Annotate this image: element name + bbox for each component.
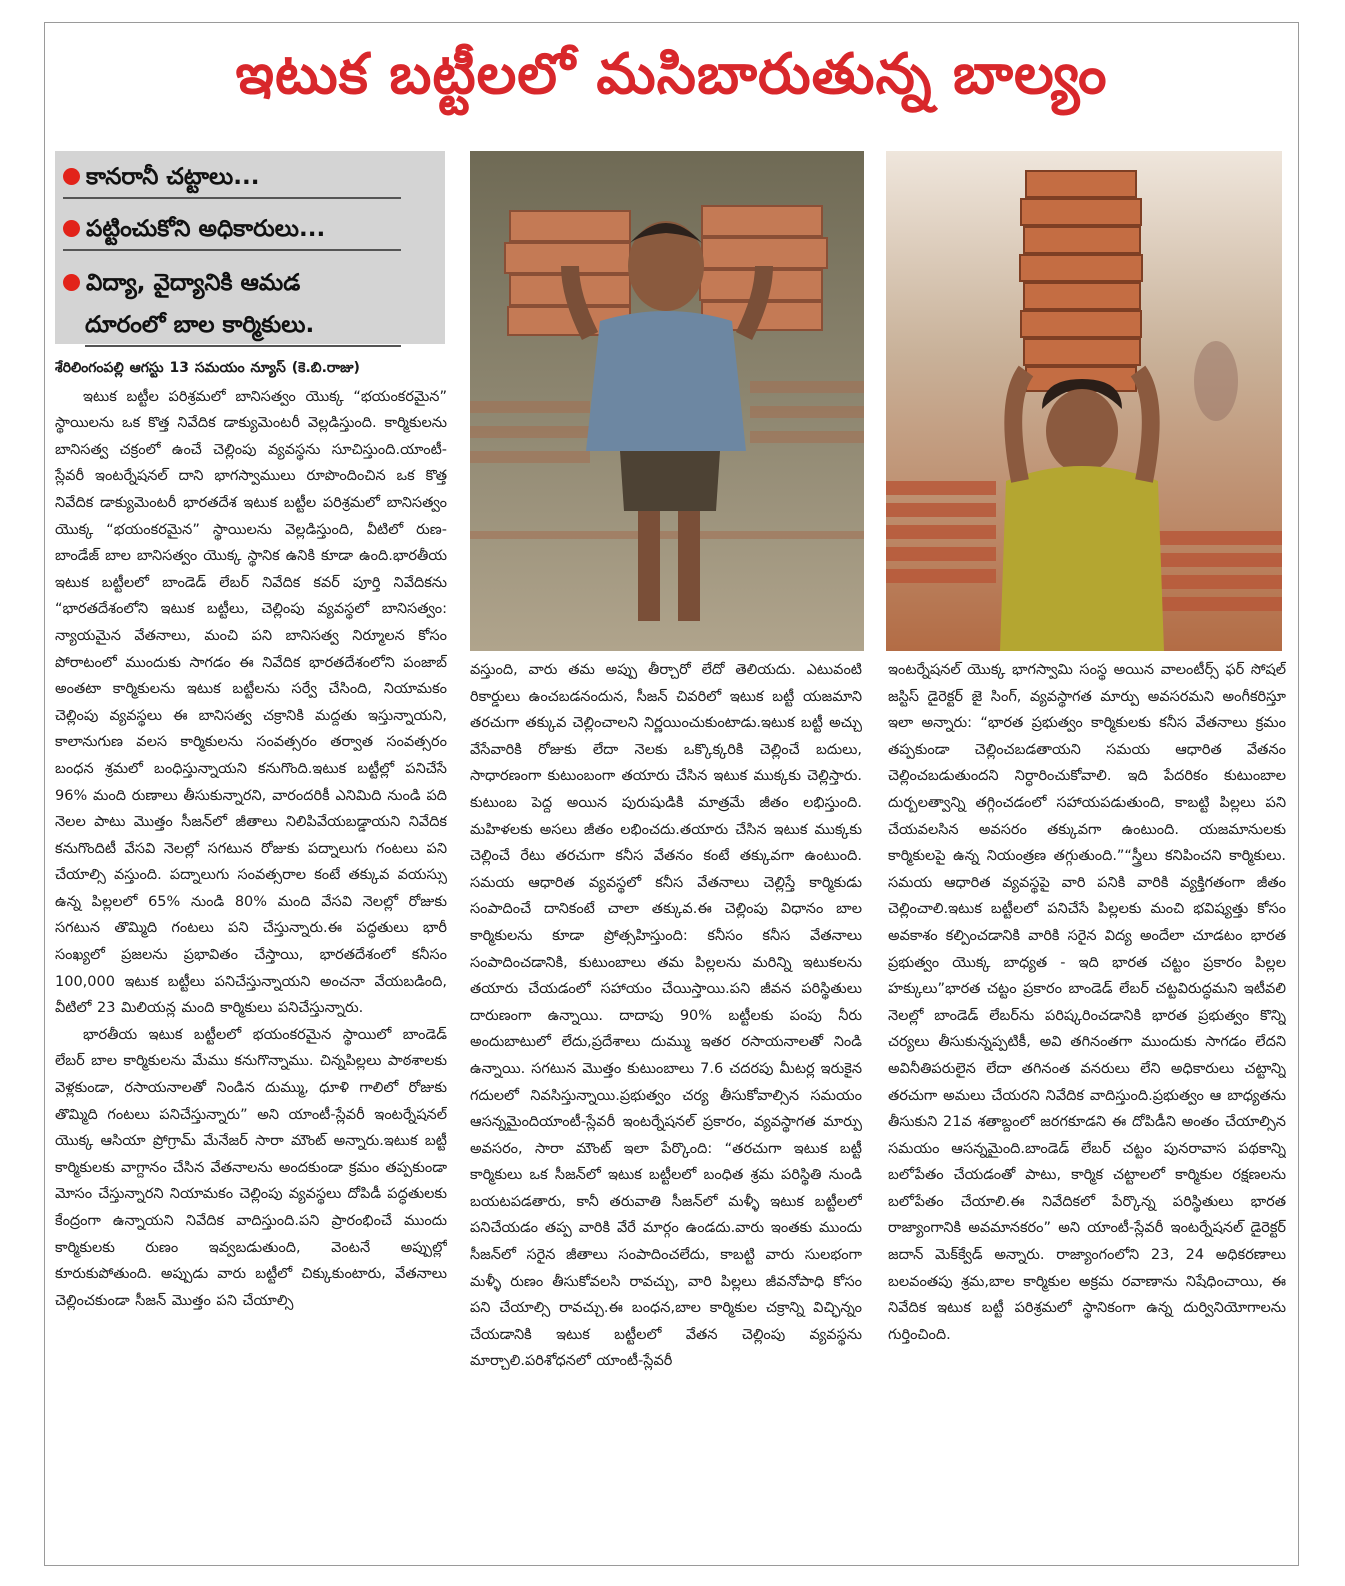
article-column-2 — [470, 657, 862, 1559]
article-paragraph: ఇంటర్నేషనల్ యొక్క భాగస్వామి సంస్థ అయిన వాలంటీర్స్ ఫర్ సోషల్ జస్టిస్ డైరెక్టర్ జై సింగ్, వ్యవస్థాగత మార్పు అవసరమని అంగీకరిస్తూ ఇలా అన్నారు: “భారత ప్రభుత్వం కార్మికులకు కనీస వేతనాలు క్రమం తప్పకుండా చెల్లించబడతాయని సమయ ఆధారిత వేతనం చెల్లించబడుతుందని నిర్ధారించుకోవాలి. ఇది పేదరికం కుటుంబాల దుర్బలత్వాన్ని తగ్గించడంలో సహాయపడుతుంది, కాబట్టి పిల్లలు పని చేయవలసిన అవసరం తక్కువగా ఉంటుంది. యజమానులకు కార్మికులపై ఉన్న నియంత్రణ తగ్గుతుంది.”“స్త్రీలు కనిపించని కార్మికులు. సమయ ఆధారిత వ్యవస్థపై వారి పనికి వారికి వ్యక్తిగతంగా జీతం చెల్లించాలి.ఇటుక బట్టీలలో పనిచేసే పిల్లలకు మంచి భవిష్యత్తు కోసం అవకాశం కల్పించడానికి వారికి సరైన విద్య అందేలా చూడటం భారత ప్రభుత్వం యొక్క బాధ్యత - ఇది భారత చట్టం ప్రకారం పిల్లల హక్కులు”భారత చట్టం ప్రకారం బాండెడ్ లేబర్ చట్టవిరుద్ధమని ఇటీవలి నెలల్లో బాండెడ్ లేబర్‌ను పరిష్కరించడానికి భారత ప్రభుత్వం కొన్ని చర్యలు తీసుకున్నప్పటికీ, అవి తగినంతగా ముందుకు సాగడం లేదని అవినీతిపరులైన లేదా తగినంత వనరులు లేని అధికారులు చట్టాన్ని తరచుగా అమలు చేయరని నివేదిక వాదిస్తుంది.ప్రభుత్వం ఆ బాధ్యతను తీసుకుని 21వ శతాబ్దంలో జరగకూడని ఈ దోపిడీని అంతం చేయాల్సిన సమయం ఆసన్నమైంది.బాండెడ్ లేబర్ చట్టం పునరావాస పథకాన్ని బలోపేతం చేయడంతో పాటు, కార్మిక చట్టాలలో కార్మికుల రక్షణలను బలోపేతం చేయాలి.ఈ నివేదికలో పేర్కొన్న పరిస్థితులు భారత రాజ్యాంగానికి అవమానకరం” అని యాంటీ-స్లేవరీ ఇంటర్నేషనల్ డైరెక్టర్ జదాన్ మెక్‌క్వేడ్ అన్నారు. రాజ్యాంగంలోని 23, 24 అధికరణాలు బలవంతపు శ్రమ,బాల కార్మికుల అక్రమ రవాణాను నిషేధించాయి, ఈ నివేదిక ఇటుక బట్టీ పరిశ్రమలో స్థానికంగా ఉన్న దుర్వినియోగాలను గుర్తించింది. — [888, 662, 1286, 1343]
highlight-item — [63, 263, 401, 303]
newspaper-page — [44, 22, 1299, 1566]
highlight-item — [63, 209, 401, 251]
bullet-icon — [63, 220, 80, 237]
highlight-item — [63, 157, 401, 199]
photo-boy-carrying-bricks — [470, 151, 864, 651]
photo-girl-carrying-bricks — [886, 151, 1282, 651]
article-paragraph: వస్తుంది, వారు తమ అప్పు తీర్చారో లేదో తెలియదు. ఎటువంటి రికార్డులు ఉంచబడనందున, సీజన్ చివరిలో ఇటుక బట్టీ యజమాని తరచుగా తక్కువ చెల్లించాలని నిర్ణయించుకుంటాడు.ఇటుక బట్టీ అచ్చు వేసేవారికి రోజుకు లేదా నెలకు ఒక్కొక్కరికి చెల్లించే బదులు, సాధారణంగా కుటుంబంగా తయారు చేసిన ఇటుక ముక్కకు చెల్లిస్తారు. కుటుంబ పెద్ద అయిన పురుషుడికి మాత్రమే జీతం లభిస్తుంది. మహిళలకు అసలు జీతం లభించదు.తయారు చేసిన ఇటుక ముక్కకు చెల్లించే రేటు తరచుగా కనీస వేతనం కంటే తక్కువగా ఉంటుంది. సమయ ఆధారిత వ్యవస్థలో కనీస వేతనాలు చెల్లిస్తే కార్మికుడు సంపాదించే దానికంటే చాలా తక్కువ.ఈ చెల్లింపు విధానం బాల కార్మికులను కూడా ప్రోత్సహిస్తుంది: కనీసం కనీస వేతనాలు సంపాదించడానికి, కుటుంబాలు తమ పిల్లలను మరిన్ని ఇటుకలను తయారు చేయడంలో సహాయం చేయిస్తాయి.పని జీవన పరిస్థితులు దారుణంగా ఉన్నాయి. దాదాపు 90% బట్టీలకు పంపు నీరు అందుబాటులో లేదు,ప్రదేశాలు దుమ్ము ఇతర రసాయనాలతో నిండి ఉన్నాయి. సగటున మొత్తం కుటుంబాలు 7.6 చదరపు మీటర్ల ఇరుకైన గదులలో నివసిస్తున్నాయి.ప్రభుత్వం చర్య తీసుకోవాల్సిన సమయం ఆసన్నమైందియాంటీ-స్లేవరీ ఇంటర్నేషనల్ ప్రకారం, వ్యవస్థాగత మార్పు అవసరం, సారా మౌంట్ ఇలా పేర్కొంది: “తరచుగా ఇటుక బట్టీ కార్మికులు ఒక సీజన్‌లో ఇటుక బట్టీలలో బంధిత శ్రమ పరిస్థితి నుండి బయటపడతారు, కానీ తరువాతి సీజన్‌లో మళ్ళీ ఇటుక బట్టీలలో పనిచేయడం తప్ప వారికి వేరే మార్గం ఉండదు.వారు ఇంతకు ముందు సీజన్‌లో సరైన జీతాలు సంపాదించలేదు, కాబట్టి వారు సులభంగా మళ్ళీ రుణం తీసుకోవలసి రావచ్చు, వారి పిల్లలు జీవనోపాధి కోసం పని చేయాల్సి రావచ్చు.ఈ బంధన,బాల కార్మికుల చక్రాన్ని విచ్ఛిన్నం చేయడానికి ఇటుక బట్టీలలో వేతన చెల్లింపు వ్యవస్థను మార్చాలి.పరిశోధనలో యాంటీ-స్లేవరీ — [470, 662, 862, 1370]
article-column-1 — [55, 355, 447, 1555]
highlight-text: కానరానీ చట్టాలు... — [86, 164, 260, 190]
article-column-3 — [888, 657, 1286, 1559]
highlight-item-continued — [85, 305, 401, 347]
photo-boy-image — [470, 151, 864, 651]
dateline: శేరిలింగంపల్లి ఆగస్టు 13 సమయం న్యూస్ (కె.బి.రాజు) — [55, 360, 360, 376]
photo-girl-image — [886, 151, 1282, 651]
article-paragraph: ఇటుక బట్టీల పరిశ్రమలో బానిసత్వం యొక్క “భయంకరమైన” స్థాయిలను ఒక కొత్త నివేదిక డాక్యుమెంటరీ వెల్లడిస్తుంది. కార్మికులను బానిసత్వ చక్రంలో ఉంచే చెల్లింపు వ్యవస్థను సూచిస్తుంది.యాంటీ-స్లేవరీ ఇంటర్నేషనల్ దాని భాగస్వాములు రూపొందించిన ఒక కొత్త నివేదిక డాక్యుమెంటరీ భారతదేశ ఇటుక బట్టీల పరిశ్రమలో బానిసత్వం యొక్క “భయంకరమైన” స్థాయిలను వెల్లడిస్తుంది, వీటిలో రుణ-బాండేజ్ బాల బానిసత్వం యొక్క స్థానిక ఉనికి కూడా ఉంది.భారతీయ ఇటుక బట్టీలలో బాండెడ్ లేబర్ నివేదిక కవర్ పూర్తి నివేదికను “భారతదేశంలోని ఇటుక బట్టీలు, చెల్లింపు వ్యవస్థలో బానిసత్వం: న్యాయమైన వేతనాలు, మంచి పని బానిసత్వ నిర్మూలన కోసం పోరాటంలో ముందుకు సాగడం ఈ నివేదిక భారతదేశంలోని పంజాబ్ అంతటా కార్మికులను ఇటుక బట్టీలను సర్వే చేసింది, నియామకం చెల్లింపు వ్యవస్థలు ఈ బానిసత్వ చక్రానికి మద్దతు ఇస్తున్నాయని, కాలానుగుణ వలస కార్మికులను సంవత్సరం తర్వాత సంవత్సరం బంధన శ్రమలో బంధిస్తున్నాయని కనుగొంది.ఇటుక బట్టీల్లో పనిచేసే 96% మంది రుణాలు తీసుకున్నారని, వారందరికీ ఎనిమిది నుండి పది నెలల పాటు మొత్తం సీజన్‌లో జీతాలు నిలిపివేయబడ్డాయని నివేదిక కనుగొందిటీ వేసవి నెలల్లో సగటున రోజుకు పద్నాలుగు గంటలు పని చేయాల్సి వస్తుంది. పద్నాలుగు సంవత్సరాల కంటే తక్కువ వయస్సు ఉన్న పిల్లలలో 65% నుండి 80% మంది వేసవి నెలల్లో రోజుకు సగటున తొమ్మిది గంటలు పని చేస్తున్నారు.ఈ పద్ధతులు భారీ సంఖ్యలో ప్రజలను ప్రభావితం చేస్తాయి, భారతదేశంలో కనీసం 100,000 ఇటుక బట్టీలు పనిచేస్తున్నాయని అంచనా వేయబడింది, వీటిలో 23 మిలియన్ల మంది కార్మికులు పనిచేస్తున్నారు. — [55, 388, 447, 1017]
bullet-icon — [63, 168, 80, 185]
highlight-text: పట్టించుకోని అధికారులు... — [86, 216, 326, 242]
highlight-text: దూరంలో బాల కార్మికులు. — [85, 312, 315, 338]
highlight-text: విద్యా, వైద్యానికి ఆమడ — [86, 270, 301, 296]
bullet-icon — [63, 274, 80, 291]
article-paragraph: భారతీయ ఇటుక బట్టీలలో భయంకరమైన స్థాయిలో బాండెడ్ లేబర్ బాల కార్మికులను మేము కనుగొన్నాము. చిన్నపిల్లలు పాఠశాలకు వెళ్లకుండా, రసాయనాలతో నిండిన దుమ్ము, ధూళి గాలిలో రోజుకు తొమ్మిది గంటలు పనిచేస్తున్నారు” అని యాంటీ-స్లేవరీ ఇంటర్నేషనల్ యొక్క ఆసియా ప్రోగ్రామ్ మేనేజర్ సారా మౌంట్ అన్నారు.ఇటుక బట్టీ కార్మికులకు వాగ్దానం చేసిన వేతనాలను అందకుండా క్రమం తప్పకుండా మోసం చేస్తున్నారని నియామకం చెల్లింపు వ్యవస్థలు దోపిడీ పద్ధతులకు కేంద్రంగా ఉన్నాయని నివేదిక వాదిస్తుంది.పని ప్రారంభించే ముందు కార్మికులకు రుణం ఇవ్వబడుతుంది, వెంటనే అప్పుల్లో కూరుకుపోతుంది. అప్పుడు వారు బట్టీలో చిక్కుకుంటారు, వేతనాలు చెల్లించకుండా సీజన్ మొత్తం పని చేయాల్సి — [55, 1026, 447, 1309]
highlights-box — [55, 151, 445, 344]
headline: ఇటుక బట్టీలలో మసిబారుతున్న బాల్యం — [235, 42, 1108, 107]
